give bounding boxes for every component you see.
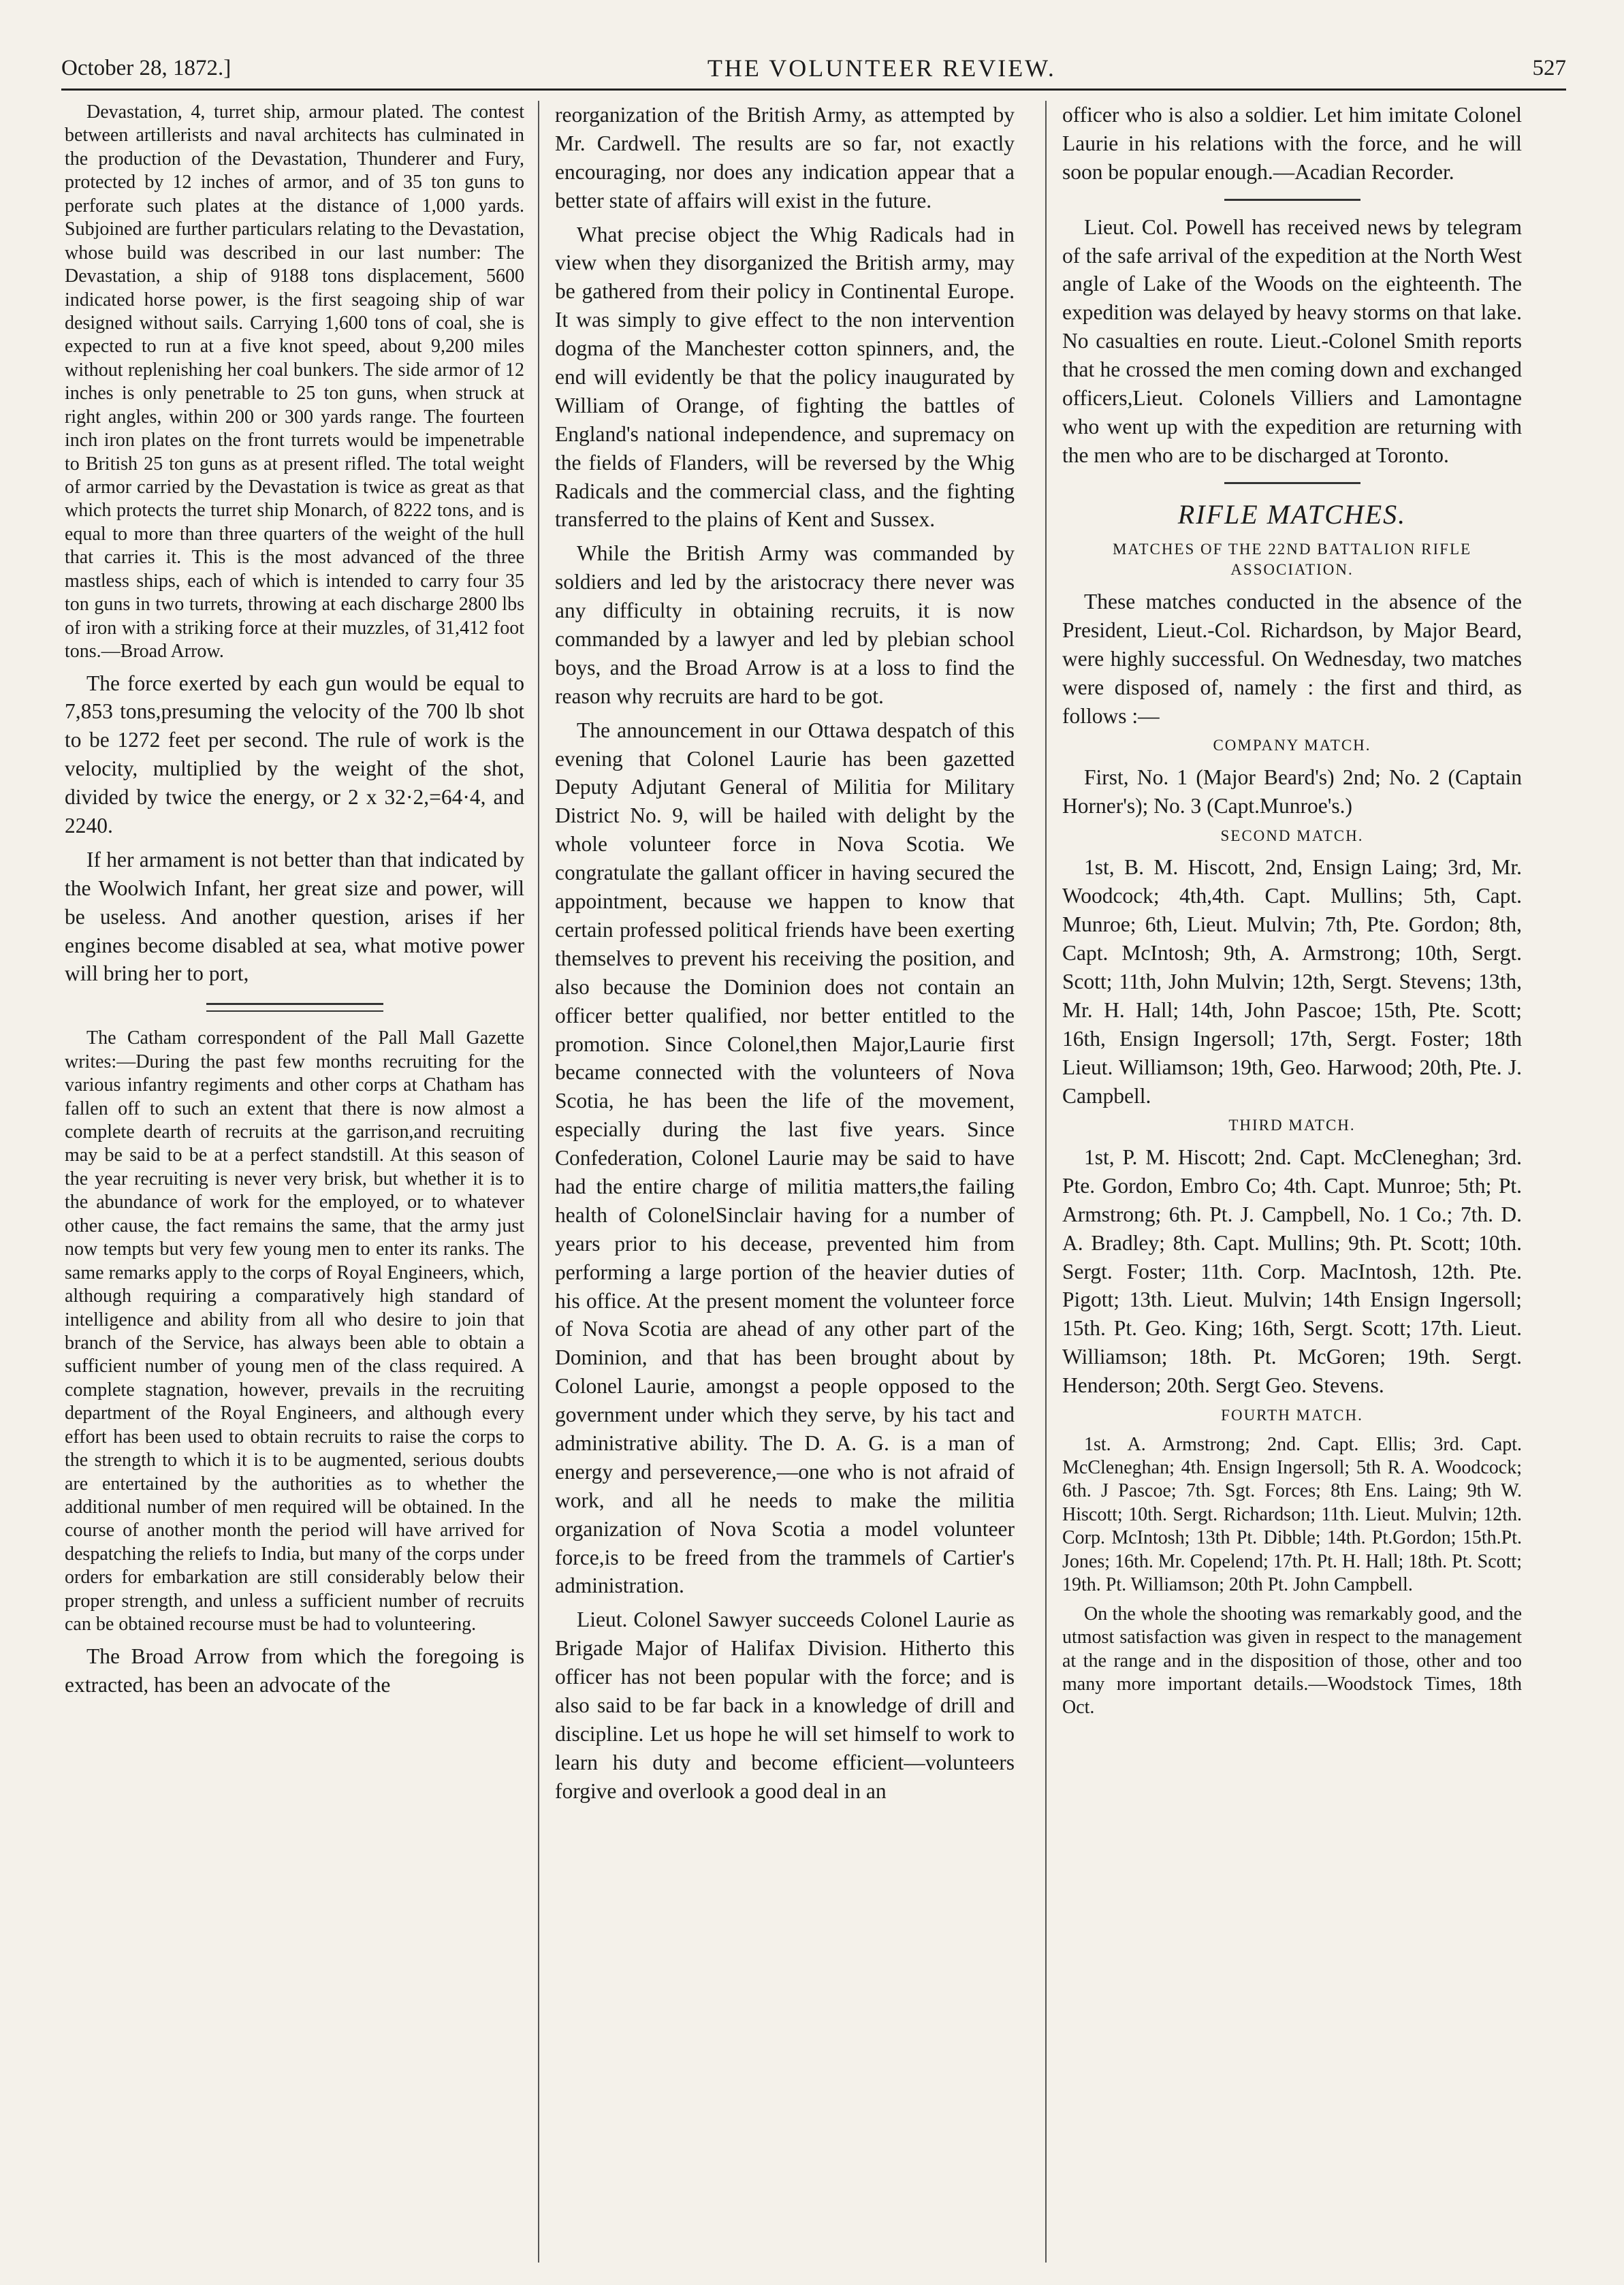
article-paragraph: reorganization of the British Army, as attempted by Mr. Cardwell. The results are so far, not exactly encouraging, nor does any indication appear that a better state of affairs will exist in the future.	[555, 103, 1015, 212]
article-paragraph: Lieut. Colonel Sawyer succeeds Colonel Laurie as Brigade Major of Halifax Division. Hitherto this officer has not been popular with the force; and is also said to be far back in a knowledge of drill and discipline. Let us hope he will set himself to work to learn his duty and become efficient—volunteers forgive and overlook a good deal in an	[555, 1608, 1015, 1803]
page-number: 527	[1532, 55, 1566, 80]
column-2	[555, 101, 1015, 2259]
section-divider	[1224, 482, 1360, 484]
match-results: 1st, B. M. Hiscott, 2nd, Ensign Laing; 3rd, Mr. Woodcock; 4th,4th. Capt. Mullins; 5th, Capt. Munroe; 6th, Lieut. Mulvin; 7th, Pte. Gordon; 8th, Capt. McIntosh; 9th, A. Armstrong; 10th, Sergt. Scott; 11th, John Mulvin; 12th, Sergt. Stevens; 13th, Mr. H. Hall; 14th, John Pascoe; 15th, Pte. Scott; 16th, Ensign Ingersoll; 17th, Sergt. Foster; 18th Lieut. Williamson; 19th, Geo. Harwood; 20th, Pte. J. Campbell.	[1062, 855, 1522, 1108]
match-results: 1st, P. M. Hiscott; 2nd. Capt. McCleneghan; 3rd. Pte. Gordon, Embro Co; 4th. Capt. Munroe; 5th; Pt. Armstrong; 6th. Pt. J. Campbell, No. 1 Co.; 7th. D. A. Bradley; 8th. Capt. Mullins; 9th. Pt. Scott; 10th. Sergt. Foster; 11th. Corp. MacIntosh, 12th. Pte. Pigott; 13th. Lieut. Mulvin; 14th Ensign Ingersoll; 15th. Pt. Geo. King; 16th, Sergt. Scott; 17th. Lieut. Williamson; 18th. Pt. McGoren; 19th. Sergt. Henderson; 20th. Sergt Geo. Stevens.	[1062, 1145, 1522, 1398]
section-subtitle: MATCHES OF THE 22ND BATTALION RIFLE ASSOCIATION.	[1112, 540, 1472, 579]
article-paragraph: officer who is also a soldier. Let him imitate Colonel Laurie in his relations with the force, and he will soon be popular enough.—Acadian Recorder.	[1062, 103, 1522, 184]
article-paragraph: The Catham correspondent of the Pall Mall Gazette writes:—During the past few months recruiting for the various infantry regiments and other corps at Chatham has fallen off to such an extent that there is now almost a complete dearth of recruits at the garrison,and recruiting may be said to be at a perfect standstill. At this season of the year recruiting is never very brisk, but whether it is to the abundance of work for the employed, or to whatever other cause, the fact remains the same, that the army just now tempts but very few young men to enter its ranks. The same remarks apply to the corps of Royal Engineers, which, although requiring a comparatively high standard of intelligence and ability from all who desire to join that branch of the Service, has always been able to obtain a sufficient number of young men of the class required. A complete stagnation, however, prevails in the recruiting department of the Royal Engineers, and although every effort has been used to obtain recruits to raise the corps to the strength to which it is to be augmented, serious doubts are entertained by the authorities as to whether the additional number of men required will be obtained. In the course of another month the period will have arrived for despatching the reliefs to India, but many of the corps under orders for embarkation are still considerably below their proper strength, and unless a sufficient number of recruits can be obtained recourse must be had to volunteering.	[65, 1027, 524, 1635]
match-results: 1st. A. Armstrong; 2nd. Capt. Ellis; 3rd. Capt. McCleneghan; 4th. Ensign Ingersoll; 5th R. A. Woodcock; 6th. J Pascoe; 7th. Sgt. Forces; 8th Ens. Laing; 9th W. Hiscott; 10th. Sergt. Richardson; 11th. Lieut. Mulvin; 12th. Corp. McIntosh; 13th Pt. Dibble; 14th. Pt.Gordon; 15th.Pt. Jones; 16th. Mr. Copelend; 17th. Pt. H. Hall; 18th. Pt. Scott; 19th. Pt. Williamson; 20th Pt. John Campbell.	[1062, 1433, 1522, 1596]
section-divider	[206, 1003, 383, 1012]
column-rule	[1045, 101, 1047, 2263]
article-paragraph: The force exerted by each gun would be equal to 7,853 tons,presuming the velocity of the 700 lb shot to be 1272 feet per second. The rule of work is the velocity, multiplied by the weight of the shot, divided by twice the energy, or 2 x 32·2,=64·4, and 2240.	[65, 671, 524, 837]
article-paragraph: While the British Army was commanded by soldiers and led by the aristocracy there never was any difficulty in obtaining recruits, it is now commanded by a lawyer and led by plebian school boys, and the Broad Arrow is at a loss to find the reason why recruits are hard to be got.	[555, 541, 1015, 708]
article-paragraph: Lieut. Col. Powell has received news by telegram of the safe arrival of the expedition at the North West angle of Lake of the Woods on the eighteenth. The expedition was delayed by heavy storms on that lake. No casualties en route. Lieut.-Colonel Smith reports that he crossed the men coming down and exchanged officers,Lieut. Colonels Villiers and Lamontagne who went up with the expedition are returning with the men who are to be discharged at Toronto.	[1062, 214, 1522, 467]
section-divider	[1224, 199, 1360, 201]
page-header	[61, 48, 1566, 91]
match-heading: COMPANY MATCH.	[1213, 737, 1371, 754]
article-paragraph: Devastation, 4, turret ship, armour plated. The contest between artillerists and naval architects has culminated in the production of the Devastation, Thunderer and Fury, protected by 12 inches of armor, and of 35 ton guns to perforate such plates at the distance of 1,000 yards. Subjoined are further particulars relating to the Devastation, whose build was described in our last number: The Devastation, a ship of 9188 tons displacement, 5600 indicated horse power, is the first seagoing ship of war designed without sails. Carrying 1,600 tons of coal, she is expected to run at a five knot speed, about 9,200 miles without replenishing her coal bunkers. The side armor of 12 inches is only penetrable to 25 ton guns, when struck at right angles, within 200 or 300 yards range. The fourteen inch iron plates on the front turrets would be impenetrable to British 25 ton guns as at present rifled. The total weight of armor carried by the Devastation is twice as great as that which protects the turret ship Monarch, of 8222 tons, and is equal to more than three quarters of the weight of the hull that carries it. This is the most advanced of the three mastless ships, each of which is intended to carry four 35 ton guns in two turrets, throwing at each discharge 2800 lbs of iron with a striking force at their muzzles, of 31,412 foot tons.—Broad Arrow.	[65, 101, 524, 662]
column-3	[1062, 101, 1522, 2259]
article-paragraph: These matches conducted in the absence of the President, Lieut.-Col. Richardson, by Major Beard, were highly successful. On Wednesday, two matches were disposed of, namely : the first and third, as follows :—	[1062, 590, 1522, 728]
masthead-title: THE VOLUNTEER REVIEW.	[707, 54, 1056, 82]
article-paragraph: The announcement in our Ottawa despatch of this evening that Colonel Laurie has been gazetted Deputy Adjutant General of Militia for Military District No. 9, will be hailed with delight by the whole volunteer force in Nova Scotia. We congratulate the gallant officer in having secured the appointment, because we happen to know that certain professed political friends have been exerting themselves to prevent his receiving the position, and also because the Dominion does not contain an officer better qualified, nor better entitled to the promotion. Since Colonel,then Major,Laurie first became connected with the volunteers of Nova Scotia, he has been the life of the movement, especially during the last five years. Since Confederation, Colonel Laurie may be said to have had the entire charge of militia matters,the failing health of ColonelSinclair having for a number of years prior to his decease, prevented him from performing a large portion of the heavier duties of his office. At the present moment the volunteer force of Nova Scotia are ahead of any other part of the Dominion, and that has been brought about by Colonel Laurie, amongst a people opposed to the government under which they serve, by his tact and administrative ability. The D. A. G. is a man of energy and perseverence,—one who is not afraid of work, and all he needs to make the militia organization of Nova Scotia a model volunteer force,is to be freed from the trammels of Cartier's administration.	[555, 718, 1015, 1598]
article-paragraph: If her armament is not better than that indicated by the Woolwich Infant, her great size and power, will be useless. And another question, arises if her engines become disabled at sea, what motive power will bring her to port,	[65, 847, 524, 986]
column-rule	[538, 101, 539, 2263]
match-heading: THIRD MATCH.	[1228, 1117, 1356, 1134]
article-paragraph: What precise object the Whig Radicals had in view when they disorganized the British army, may be gathered from their policy in Continental Europe. It was simply to give effect to the non intervention dogma of the Manchester cotton spinners, and, the end will evidently be that the policy inaugurated by William of Orange, of fighting the battles of England's national independence, and supremacy on the fields of Flanders, will be reversed by the Whig Radicals and the commercial class, and the fighting transferred to the plains of Kent and Sussex.	[555, 222, 1015, 532]
article-paragraph: The Broad Arrow from which the foregoing is extracted, has been an advocate of the	[65, 1644, 524, 1697]
match-results: First, No. 1 (Major Beard's) 2nd; No. 2 (Captain Horner's); No. 3 (Capt.Munroe's.)	[1062, 765, 1522, 818]
column-1	[65, 101, 524, 2259]
issue-date: October 28, 1872.]	[61, 55, 232, 80]
match-heading: SECOND MATCH.	[1220, 827, 1364, 844]
section-title: RIFLE MATCHES.	[1177, 498, 1407, 530]
article-paragraph: On the whole the shooting was remarkably good, and the utmost satisfaction was given in respect to the management at the range and in the disposition of those, other and too many more important details.—Woodstock Times, 18th Oct.	[1062, 1603, 1522, 1719]
match-heading: FOURTH MATCH.	[1221, 1407, 1363, 1424]
